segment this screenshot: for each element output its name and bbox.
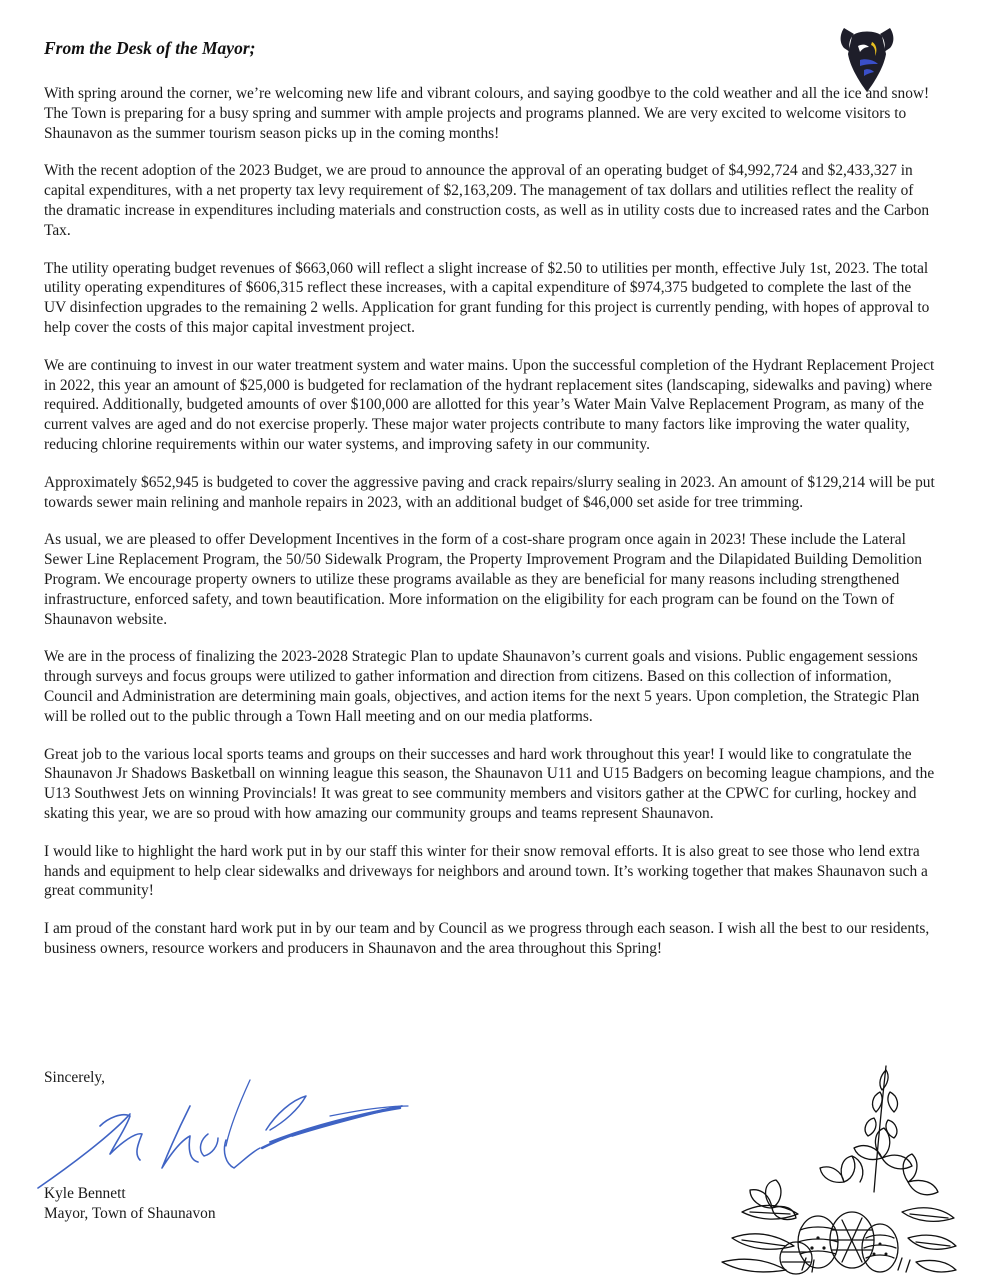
paragraph: Great job to the various local sports teams and groups on their successes and hard work throughout this year! I would like to congratulate the Shaunavon Jr Shadows Basketball on winning league this season, the Shaunavon U11 and U15 Badgers on becoming league champions, and the U13 Southwest Jets on winning Provincials! It was great to see community members and visitors gather at the CPWC for curling, hockey and skating this year, we are so proud with how amazing our community groups and teams represent Shaunavon. [44,745,935,822]
paragraph: With spring around the corner, we’re welcoming new life and vibrant colours, and saying goodbye to the cold weather and all the ice and snow! The Town is preparing for a busy spring and summer with ample projects and programs planned. We are very excited to welcome visitors to Shaunavon as the summer tourism season picks up in the coming months! [44,85,930,142]
paragraph: As usual, we are pleased to offer Development Incentives in the form of a cost-share program once again in 2023! These include the Lateral Sewer Line Replacement Program, the 50/50 Sidewalk Program, the Property Improvement Program and the Dilapidated Building Demolition Program. We encourage property owners to utilize these programs available as they are beneficial for many reasons including strengthened infrastructure, enforced safety, and town beautification. More information on the eligibility for each program can be found on the Town of Shaunavon website. [44,531,922,628]
letter-body [44,84,936,977]
letter-heading: From the Desk of the Mayor; [44,38,256,58]
closing-salutation: Sincerely, [44,1069,105,1086]
paragraph: Approximately $652,945 is budgeted to cover the aggressive paving and crack repairs/slurry sealing in 2023. An amount of $129,214 will be put towards sewer main relining and manhole repairs in 2023, with an additional budget of $46,000 set aside for tree trimming. [44,473,935,511]
handwritten-signature [30,1056,430,1196]
paragraph: With the recent adoption of the 2023 Budget, we are proud to announce the approval of an operating budget of $4,992,724 and $2,433,327 in capital expenditures, with a net property tax levy requirement of $2,163,209. The management of tax dollars and utilities reflect the reality of the dramatic increase in expenditures including materials and construction costs, as well as in utility costs due to increased rates and the Carbon Tax. [44,162,930,239]
paragraph: We are in the process of finalizing the 2023-2028 Strategic Plan to update Shaunavon’s current goals and visions. Public engagement sessions through surveys and focus groups were utilized to gather information and direction from citizens. Based on this collection of information, Council and Administration are determining main goals, objectives, and action items for the next 5 years. Upon completion, the Strategic Plan will be rolled out to the public through a Town Hall meeting and on our media platforms. [44,648,920,725]
signer-title: Mayor, Town of Shaunavon [44,1205,216,1222]
paragraph: The utility operating budget revenues of $663,060 will reflect a slight increase of $2.50 to utilities per month, effective July 1st, 2023. The total utility operating expenditures of $606,315 reflect these increases, with a capital expenditure of $974,375 budgeted to complete the last of the UV disinfection upgrades to the remaining 2 wells. Application for grant funding for this project is currently pending, with hopes of approval to help cover the costs of this major capital investment project. [44,259,930,336]
paragraph: I would like to highlight the hard work put in by our staff this winter for their snow removal efforts. It is also great to see those who lend extra hands and equipment to help clear sidewalks and driveways for neighbors and around town. It’s working together that makes Shaunavon such a great community! [44,842,928,900]
spring-flowers-illustration [702,1062,958,1276]
paragraph: I am proud of the constant hard work put in by our team and by Council as we progress through each season. I wish all the best to our residents, business owners, resource workers and producers in Shaunavon and the area throughout this Spring! [44,920,930,957]
signer-name: Kyle Bennett [44,1185,126,1202]
paragraph: We are continuing to invest in our water treatment system and water mains. Upon the successful completion of the Hydrant Replacement Project in 2022, this year an amount of $25,000 is budgeted for reclamation of the hydrant replacement sites (landscaping, sidewalks and paving) where required. Additionally, budgeted amounts of over $100,000 are allotted for this year’s Water Main Valve Replacement Program, as many of the current valves are aged and do not exercise properly. These major water projects contribute to many factors like improving the water quality, reducing chlorine requirements within our water systems, and improving safety in our community. [44,356,935,453]
